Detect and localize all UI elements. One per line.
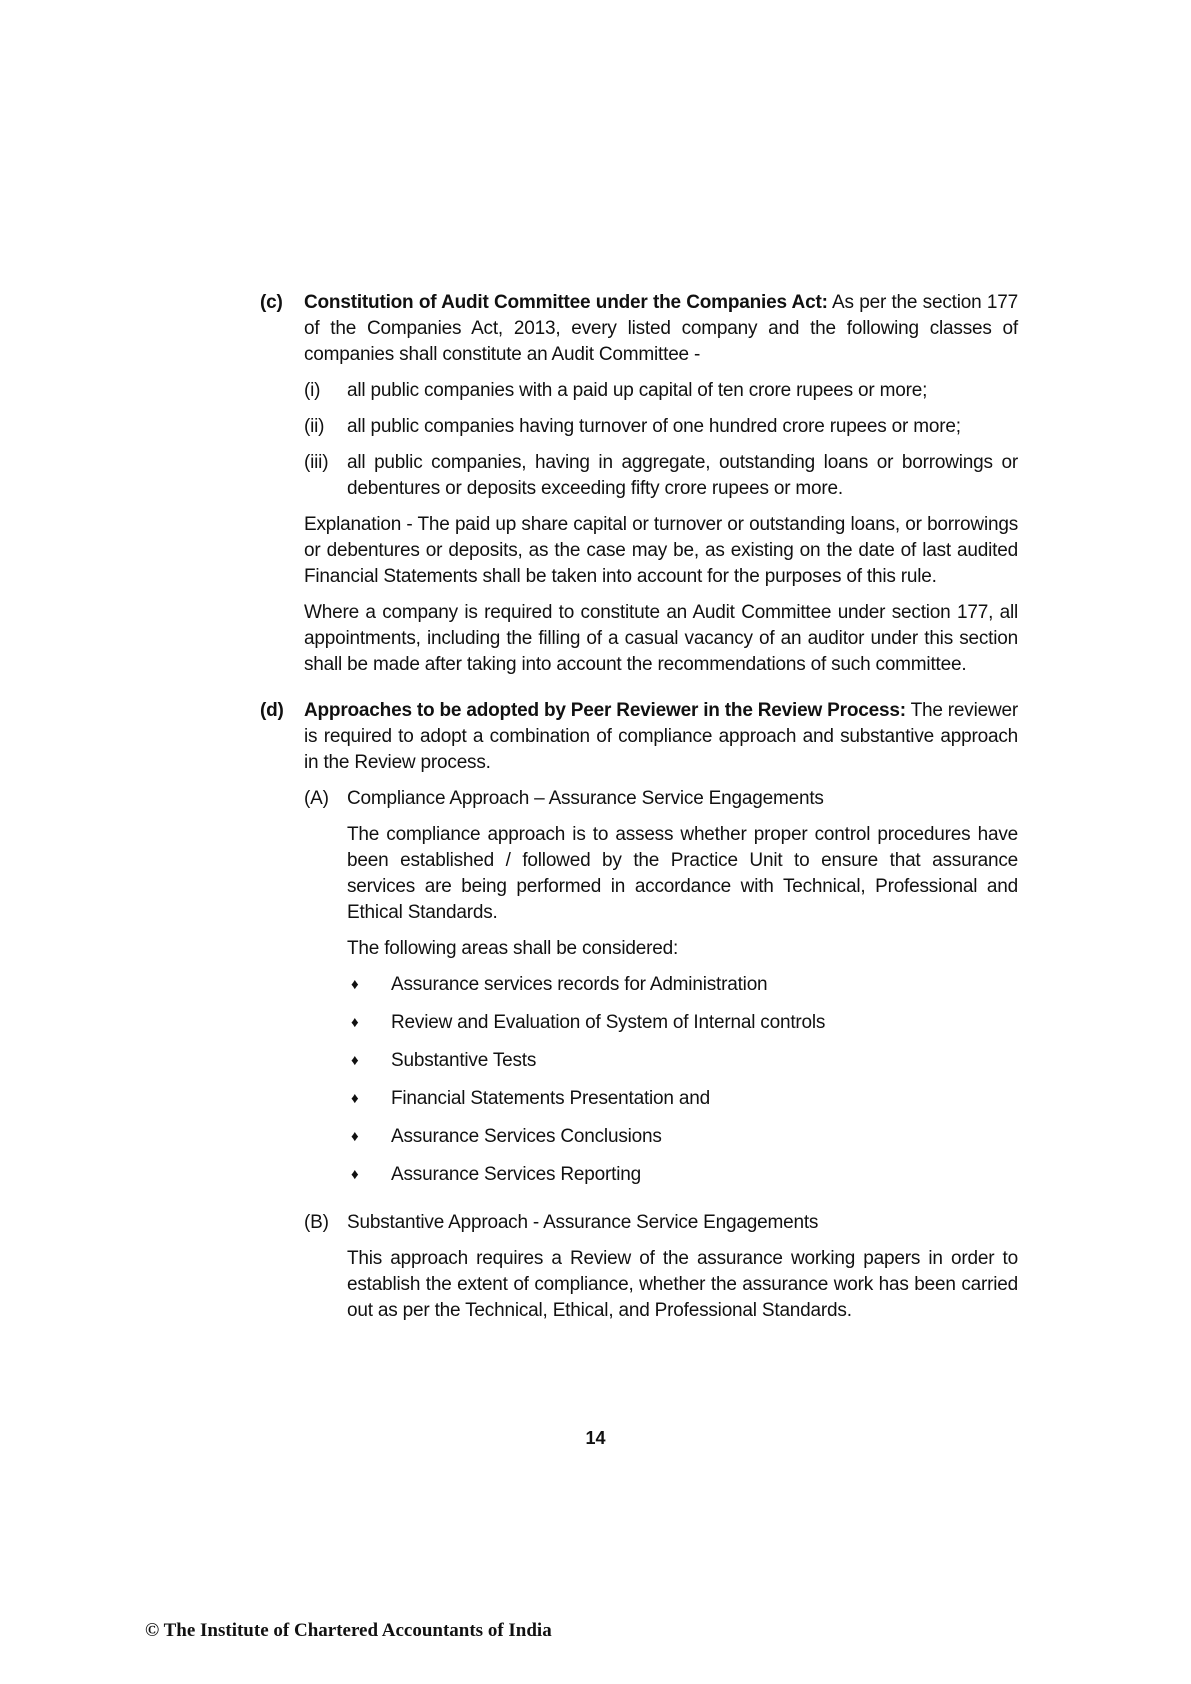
footer-copyright: © The Institute of Chartered Accountants of India bbox=[145, 1620, 552, 1641]
approach-a-body bbox=[347, 786, 1018, 1200]
diamond-bullet-icon: ♦ bbox=[351, 1052, 359, 1069]
list-item bbox=[347, 1086, 1018, 1112]
diamond-bullet-icon: ♦ bbox=[351, 976, 359, 993]
approach-a-title: Compliance Approach – Assurance Service Engagements bbox=[347, 788, 824, 809]
approach-a-areas-list bbox=[347, 972, 1018, 1188]
list-item-text: Assurance Services Conclusions bbox=[391, 1126, 662, 1147]
diamond-bullet-icon: ♦ bbox=[351, 1090, 359, 1107]
list-item bbox=[347, 1124, 1018, 1150]
section-c-item-label: (ii) bbox=[304, 416, 325, 437]
approach-b-title: Substantive Approach - Assurance Service Engagements bbox=[347, 1212, 819, 1233]
section-c-item-3 bbox=[304, 450, 1018, 502]
approach-b-description: This approach requires a Review of the assurance working papers in order to establish the extent of compliance, whether the assurance work has been carried out as per the Technical, Ethical, and Professional Standards. bbox=[347, 1248, 1018, 1321]
list-item-text: Assurance services records for Administration bbox=[391, 974, 768, 995]
diamond-bullet-icon: ♦ bbox=[351, 1128, 359, 1145]
diamond-bullet-icon: ♦ bbox=[351, 1014, 359, 1031]
diamond-bullet-icon: ♦ bbox=[351, 1166, 359, 1183]
list-item-text: Financial Statements Presentation and bbox=[391, 1088, 710, 1109]
list-item-text: Review and Evaluation of System of Internal controls bbox=[391, 1012, 826, 1033]
section-d bbox=[260, 698, 1018, 1344]
approach-b bbox=[304, 1210, 1018, 1334]
page-number: 14 bbox=[585, 1428, 606, 1448]
section-c-item-text: all public companies with a paid up capital of ten crore rupees or more; bbox=[347, 380, 928, 401]
section-c-item-text: all public companies having turnover of one hundred crore rupees or more; bbox=[347, 416, 961, 437]
section-c-intro: As per the section 177 of the Companies Act, 2013, every listed company and the following classes of companies shall constitute an Audit Committee - bbox=[304, 292, 1018, 365]
section-c-item-label: (i) bbox=[304, 380, 321, 401]
approach-a-description: The compliance approach is to assess whether proper control procedures have been established / followed by the Practice Unit to ensure that assurance services are being performed in accordance with Technical, Professional and Ethical Standards. bbox=[347, 824, 1018, 923]
approach-a bbox=[304, 786, 1018, 1200]
list-item-text: Substantive Tests bbox=[391, 1050, 537, 1071]
section-d-heading: Approaches to be adopted by Peer Reviewer in the Review Process: bbox=[304, 700, 906, 721]
section-c-closing: Where a company is required to constitute an Audit Committee under section 177, all appointments, including the filling of a casual vacancy of an auditor under this section shall be made after taking into account the recommendations of such committee. bbox=[304, 602, 1018, 675]
section-c-item-text: all public companies, having in aggregate, outstanding loans or borrowings or debentures or deposits exceeding fifty crore rupees or more. bbox=[347, 452, 1018, 499]
section-c-item-2 bbox=[304, 414, 1018, 440]
section-c-body bbox=[304, 290, 1018, 688]
list-item bbox=[347, 972, 1018, 998]
approach-a-label: (A) bbox=[304, 788, 329, 809]
section-c-heading: Constitution of Audit Committee under the Companies Act: bbox=[304, 292, 828, 313]
section-d-body bbox=[304, 698, 1018, 1344]
section-c-explanation: Explanation - The paid up share capital or turnover or outstanding loans, or borrowings or debentures or deposits, as the case may be, as existing on the date of last audited Financial Statements shall be taken into account for the purposes of this rule. bbox=[304, 514, 1018, 587]
section-c bbox=[260, 290, 1018, 688]
section-c-item-1 bbox=[304, 378, 1018, 404]
section-c-label: (c) bbox=[260, 292, 283, 313]
section-d-label: (d) bbox=[260, 700, 284, 721]
document-body bbox=[260, 290, 1018, 1354]
list-item-text: Assurance Services Reporting bbox=[391, 1164, 641, 1185]
section-d-intro: The reviewer is required to adopt a combination of compliance approach and substantive approach in the Review process. bbox=[304, 700, 1018, 773]
section-c-intro-paragraph bbox=[304, 290, 1018, 368]
list-item bbox=[347, 1162, 1018, 1188]
section-d-intro-paragraph bbox=[304, 698, 1018, 776]
list-item bbox=[347, 1010, 1018, 1036]
approach-b-label: (B) bbox=[304, 1212, 329, 1233]
approach-a-areas-intro: The following areas shall be considered: bbox=[347, 938, 679, 959]
approach-b-body bbox=[347, 1210, 1018, 1334]
section-c-item-label: (iii) bbox=[304, 452, 329, 473]
list-item bbox=[347, 1048, 1018, 1074]
